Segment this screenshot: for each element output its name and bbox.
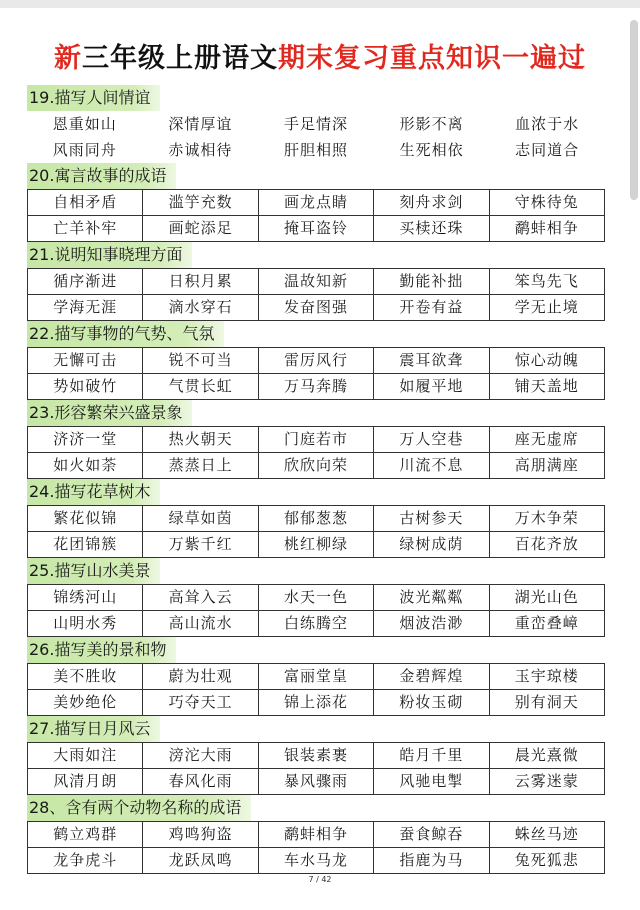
idiom-cell: 济济一堂 <box>28 427 143 453</box>
page-title <box>0 40 640 78</box>
idiom-cell: 锐不可当 <box>143 348 258 374</box>
idiom-cell: 鹬蚌相争 <box>259 822 374 848</box>
idiom-cell: 龙争虎斗 <box>28 848 143 874</box>
section-heading: 23.形容繁荣兴盛景象 <box>27 400 192 426</box>
idiom-cell: 风驰电掣 <box>374 769 489 795</box>
section-heading: 24.描写花草树木 <box>27 479 160 505</box>
idiom-cell: 烟波浩渺 <box>374 611 489 637</box>
idiom-cell: 掩耳盗铃 <box>259 216 374 242</box>
idiom-cell: 绿草如茵 <box>143 506 258 532</box>
idiom-cell: 高山流水 <box>143 611 258 637</box>
section <box>27 479 605 558</box>
idiom-cell: 郁郁葱葱 <box>259 506 374 532</box>
idiom-table <box>27 584 605 637</box>
idiom-cell: 生死相依 <box>399 141 464 159</box>
idiom-table <box>27 663 605 716</box>
idiom-cell: 无懈可击 <box>28 348 143 374</box>
idiom-cell: 买椟还珠 <box>374 216 489 242</box>
idiom-cell: 春风化雨 <box>143 769 258 795</box>
idiom-cell: 万木争荣 <box>490 506 605 532</box>
idiom-cell: 守株待兔 <box>490 190 605 216</box>
idiom-sections <box>27 85 605 874</box>
idiom-cell: 川流不息 <box>374 453 489 479</box>
idiom-cell: 暴风骤雨 <box>259 769 374 795</box>
idiom-cell: 势如破竹 <box>28 374 143 400</box>
idiom-cell: 雷厉风行 <box>259 348 374 374</box>
idiom-cell: 画龙点睛 <box>259 190 374 216</box>
idiom-cell: 皓月千里 <box>374 743 489 769</box>
idiom-cell: 惊心动魄 <box>490 348 605 374</box>
idiom-cell: 如履平地 <box>374 374 489 400</box>
idiom-cell: 云雾迷蒙 <box>490 769 605 795</box>
idiom-cell: 百花齐放 <box>490 532 605 558</box>
idiom-cell: 蛛丝马迹 <box>490 822 605 848</box>
idiom-cell: 指鹿为马 <box>374 848 489 874</box>
idiom-cell: 美不胜收 <box>28 664 143 690</box>
idiom-cell: 富丽堂皇 <box>259 664 374 690</box>
idiom-table <box>27 821 605 874</box>
idiom-cell: 蒸蒸日上 <box>143 453 258 479</box>
idiom-cell: 铺天盖地 <box>490 374 605 400</box>
top-rule <box>0 0 640 8</box>
section <box>27 637 605 716</box>
idiom-cell: 万马奔腾 <box>259 374 374 400</box>
idiom-cell: 蔚为壮观 <box>143 664 258 690</box>
idiom-cell: 深情厚谊 <box>168 115 233 133</box>
idiom-cell: 鸡鸣狗盗 <box>143 822 258 848</box>
idiom-cell: 别有洞天 <box>490 690 605 716</box>
idiom-cell: 湖光山色 <box>490 585 605 611</box>
idiom-cell: 巧夺天工 <box>143 690 258 716</box>
idiom-table <box>27 426 605 479</box>
title-part-2: 三年级上册语文 <box>82 43 278 74</box>
idiom-cell: 温故知新 <box>259 269 374 295</box>
section <box>27 163 605 242</box>
idiom-cell: 锦上添花 <box>259 690 374 716</box>
idiom-cell: 古树参天 <box>374 506 489 532</box>
title-part-1: 新 <box>54 43 82 74</box>
idiom-cell: 高朋满座 <box>490 453 605 479</box>
idiom-cell: 赤诚相待 <box>168 141 233 159</box>
idiom-cell: 晨光熹微 <box>490 743 605 769</box>
section-heading: 21.说明知事晓理方面 <box>27 242 192 268</box>
section <box>27 558 605 637</box>
section-heading: 20.寓言故事的成语 <box>27 163 176 189</box>
idiom-table <box>27 347 605 400</box>
idiom-cell: 绿树成荫 <box>374 532 489 558</box>
idiom-cell: 兔死狐悲 <box>490 848 605 874</box>
section-heading: 27.描写日月风云 <box>27 716 160 742</box>
idiom-cell: 玉宇琼楼 <box>490 664 605 690</box>
section-heading: 22.描写事物的气势、气氛 <box>27 321 224 347</box>
idiom-cell: 循序渐进 <box>28 269 143 295</box>
idiom-cell: 滂沱大雨 <box>143 743 258 769</box>
idiom-cell: 自相矛盾 <box>28 190 143 216</box>
section <box>27 242 605 321</box>
idiom-table <box>27 268 605 321</box>
idiom-cell: 白练腾空 <box>259 611 374 637</box>
idiom-cell: 车水马龙 <box>259 848 374 874</box>
idiom-cell: 手足情深 <box>283 115 348 133</box>
idiom-cell: 重峦叠嶂 <box>490 611 605 637</box>
idiom-cell: 恩重如山 <box>52 115 117 133</box>
idiom-table <box>27 111 605 163</box>
idiom-cell: 滥竽充数 <box>143 190 258 216</box>
idiom-cell: 粉妆玉砌 <box>374 690 489 716</box>
idiom-cell: 日积月累 <box>143 269 258 295</box>
section-heading: 28、含有两个动物名称的成语 <box>27 795 251 821</box>
idiom-cell: 鹬蚌相争 <box>490 216 605 242</box>
idiom-cell: 滴水穿石 <box>143 295 258 321</box>
idiom-cell: 热火朝天 <box>143 427 258 453</box>
idiom-cell: 画蛇添足 <box>143 216 258 242</box>
idiom-table <box>27 189 605 242</box>
page-number: 7 / 42 <box>308 875 332 884</box>
idiom-cell: 欣欣向荣 <box>259 453 374 479</box>
idiom-cell: 学海无涯 <box>28 295 143 321</box>
idiom-cell: 肝胆相照 <box>283 141 348 159</box>
title-part-3: 期末复习重点知识一遍过 <box>278 43 586 74</box>
idiom-cell: 波光粼粼 <box>374 585 489 611</box>
idiom-cell: 大雨如注 <box>28 743 143 769</box>
idiom-cell: 发奋图强 <box>259 295 374 321</box>
idiom-cell: 风清月朗 <box>28 769 143 795</box>
idiom-cell: 高耸入云 <box>143 585 258 611</box>
idiom-cell: 开卷有益 <box>374 295 489 321</box>
idiom-cell: 万人空巷 <box>374 427 489 453</box>
idiom-cell: 座无虚席 <box>490 427 605 453</box>
idiom-cell: 血浓于水 <box>515 115 580 133</box>
idiom-cell: 锦绣河山 <box>28 585 143 611</box>
section-heading: 26.描写美的景和物 <box>27 637 176 663</box>
idiom-cell: 银装素裹 <box>259 743 374 769</box>
idiom-table <box>27 742 605 795</box>
idiom-cell: 龙跃凤鸣 <box>143 848 258 874</box>
idiom-cell: 震耳欲聋 <box>374 348 489 374</box>
idiom-cell: 门庭若市 <box>259 427 374 453</box>
idiom-cell: 如火如荼 <box>28 453 143 479</box>
idiom-cell: 风雨同舟 <box>52 141 117 159</box>
section <box>27 400 605 479</box>
idiom-cell: 形影不离 <box>399 115 464 133</box>
section <box>27 85 605 163</box>
idiom-cell: 笨鸟先飞 <box>490 269 605 295</box>
idiom-cell: 蚕食鲸吞 <box>374 822 489 848</box>
idiom-cell: 勤能补拙 <box>374 269 489 295</box>
section <box>27 795 605 874</box>
idiom-cell: 桃红柳绿 <box>259 532 374 558</box>
idiom-cell: 学无止境 <box>490 295 605 321</box>
idiom-cell: 山明水秀 <box>28 611 143 637</box>
section <box>27 321 605 400</box>
idiom-cell: 刻舟求剑 <box>374 190 489 216</box>
idiom-cell: 美妙绝伦 <box>28 690 143 716</box>
section <box>27 716 605 795</box>
idiom-cell: 水天一色 <box>259 585 374 611</box>
idiom-cell: 金碧辉煌 <box>374 664 489 690</box>
idiom-cell: 繁花似锦 <box>28 506 143 532</box>
section-heading: 25.描写山水美景 <box>27 558 160 584</box>
idiom-cell: 鹤立鸡群 <box>28 822 143 848</box>
idiom-cell: 气贯长虹 <box>143 374 258 400</box>
idiom-cell: 亡羊补牢 <box>28 216 143 242</box>
idiom-table <box>27 505 605 558</box>
section-heading: 19.描写人间情谊 <box>27 85 160 111</box>
idiom-cell: 花团锦簇 <box>28 532 143 558</box>
idiom-cell: 志同道合 <box>515 141 580 159</box>
idiom-cell: 万紫千红 <box>143 532 258 558</box>
